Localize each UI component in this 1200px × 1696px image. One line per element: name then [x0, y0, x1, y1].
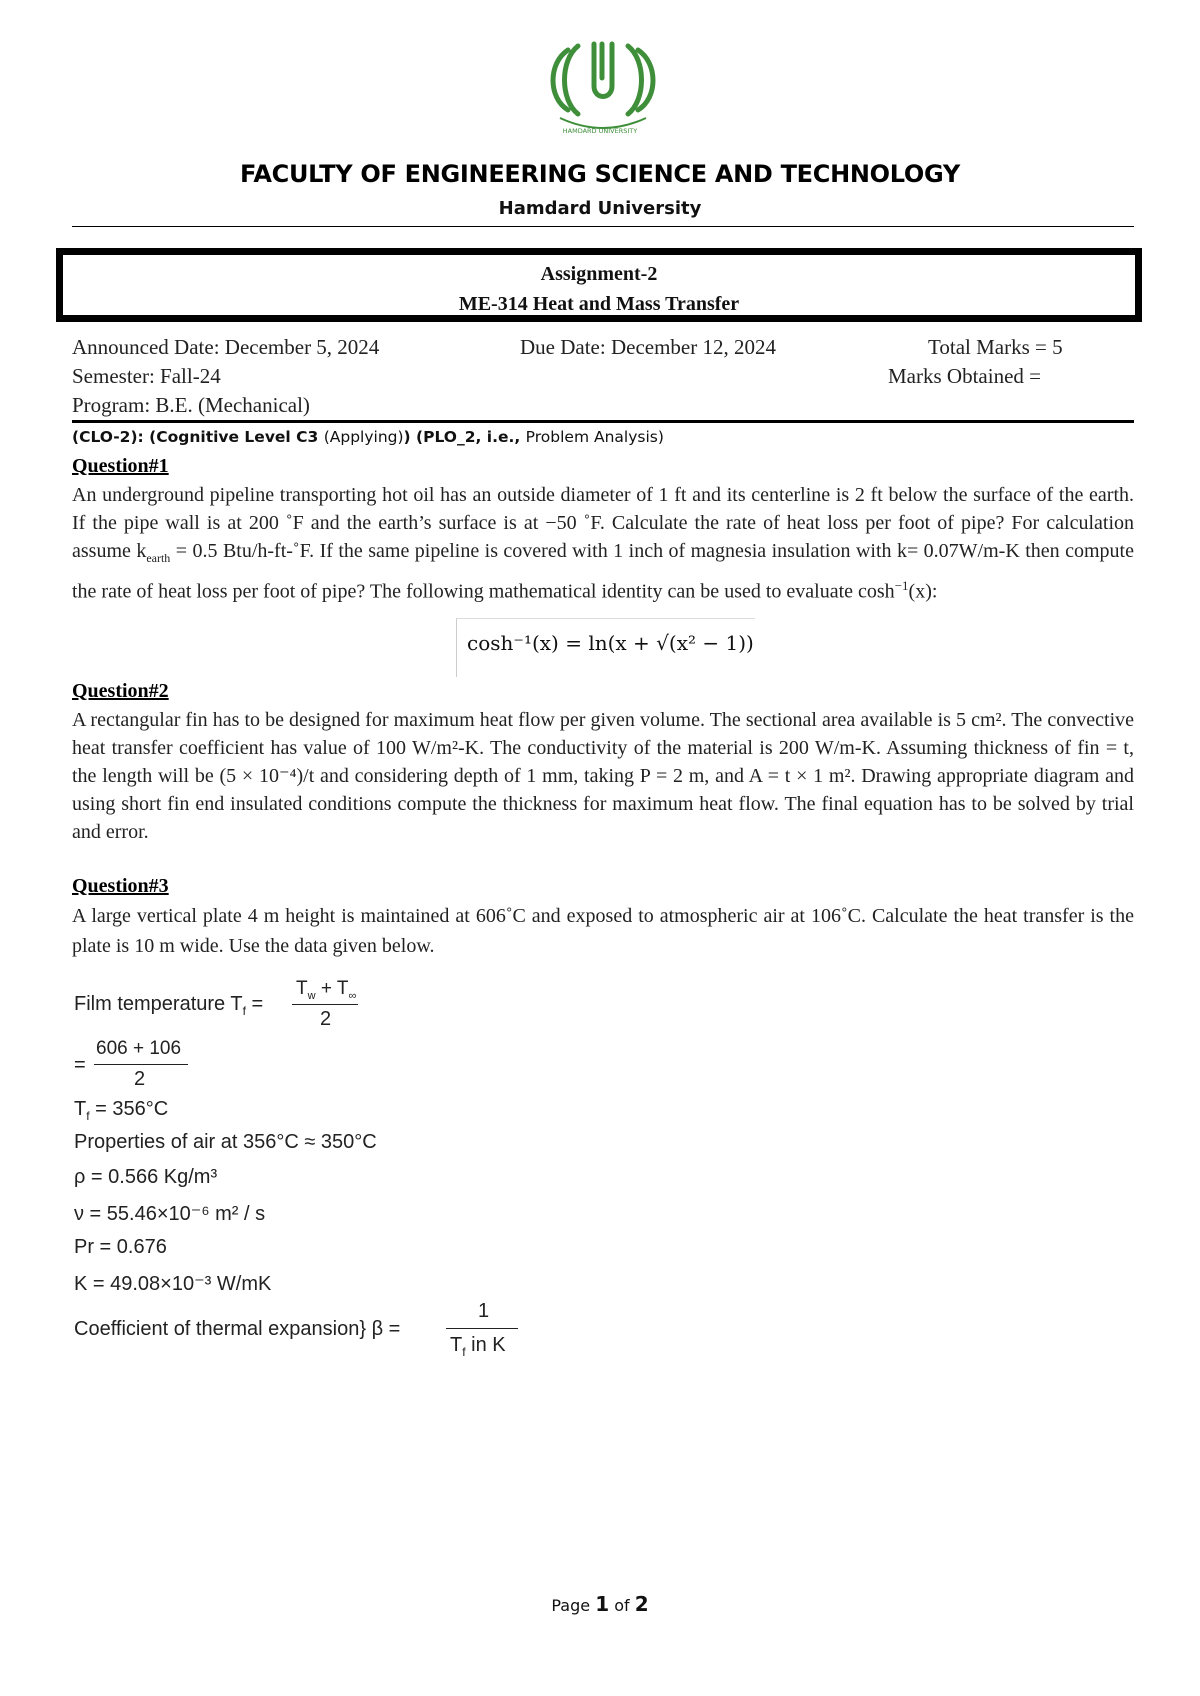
q1-text-b: = 0.5 Btu/h-ft-˚F. If the same pipeline is covered with 1 inch of magnesia insulation with k= 0.07W/m-K then compute the rate of heat loss per foot of pipe? The following mathematical identity can be used to evaluate cosh: [72, 540, 1134, 603]
question-1-text: [72, 481, 1134, 606]
question-2-heading: Question#2: [72, 680, 169, 702]
footer-page-number: 1: [595, 1592, 610, 1616]
program: Program: B.E. (Mechanical): [72, 393, 310, 417]
meta-divider: [72, 420, 1134, 423]
air-properties-label: Properties of air at 356°C ≈ 350°C: [74, 1131, 377, 1153]
page-footer: [0, 1592, 1200, 1616]
equals-sign: =: [74, 1054, 86, 1076]
cosh-identity-formula: cosh⁻¹(x) = ln(x + √(x² − 1)): [467, 631, 754, 655]
logo-text: HAMDARD UNIVERSITY: [562, 127, 638, 135]
university-name: Hamdard University: [498, 198, 702, 219]
total-marks: Total Marks = 5: [928, 335, 1063, 359]
footer-of: of: [614, 1596, 630, 1615]
q1-sup: −1: [894, 578, 909, 593]
beta-fraction-bar: [446, 1328, 518, 1329]
clo-part-2: (Applying): [323, 428, 404, 446]
sum-fraction-bar: [94, 1064, 188, 1065]
clo-part-1: (CLO-2): (Cognitive Level C3: [72, 428, 324, 446]
assignment-title: Assignment-2: [540, 263, 658, 285]
density: ρ = 0.566 Kg/m³: [74, 1166, 218, 1188]
semester: Semester: Fall-24: [72, 364, 221, 388]
film-temp-denominator: 2: [320, 1008, 332, 1030]
beta-numerator: 1: [478, 1300, 490, 1322]
course-title: ME-314 Heat and Mass Transfer: [458, 293, 740, 315]
sum-numerator: 606 + 106: [96, 1038, 182, 1059]
question-3-text: A large vertical plate 4 m height is maintained at 606˚C and exposed to atmospheric air at 106˚C. Calculate the heat transfer is the plate is 10 m wide. Use the data given below.: [72, 905, 1134, 957]
q1-text-a: An underground pipeline transporting hot oil has an outside diameter of 1 ft and its centerline is 2 ft below the surface of the earth. If the pipe wall is at 200 ˚F and the earth’s surface is at −50 ˚F. Calculate the rate of heat loss per foot of pipe? For calculation assume k: [72, 484, 1134, 562]
kinematic-viscosity: ν = 55.46×10⁻⁶ m² / s: [74, 1203, 266, 1225]
assignment-title-box: [56, 248, 1142, 322]
header-divider: [72, 226, 1134, 227]
question-3-heading: Question#3: [72, 875, 169, 897]
beta-label: Coefficient of thermal expansion} β =: [74, 1318, 401, 1340]
footer-page-label: Page: [551, 1596, 591, 1615]
cosh-identity-box: [456, 618, 755, 677]
question-2-text: A rectangular fin has to be designed for maximum heat flow per given volume. The sectional area available is 5 cm². The convective heat transfer coefficient has value of 100 W/m²-K. The conductivity of the material is 200 W/m-K. Assuming thickness of fin = t, the length will be (5 × 10⁻⁴)/t and considering depth of 1 mm, taking P = 2 m, and A = t × 1 m². Drawing appropriate diagram and using short fin end insulated conditions compute the thickness for maximum heat flow. The final equation has to be solved by trial and error.: [72, 709, 1134, 843]
q1-sub-earth: earth: [146, 551, 171, 565]
marks-obtained: Marks Obtained =: [888, 364, 1041, 388]
faculty-title: FACULTY OF ENGINEERING SCIENCE AND TECHNOLOGY: [240, 160, 960, 188]
film-temp-fraction-bar: [292, 1004, 358, 1005]
clo-part-3: ) (PLO_2, i.e.,: [403, 428, 526, 446]
q1-text-c: (x):: [908, 580, 938, 603]
beta-denominator: $T_f$ in K: [450, 1334, 506, 1359]
prandtl-number: Pr = 0.676: [74, 1236, 167, 1258]
question-1-heading: Question#1: [72, 455, 169, 477]
sum-denominator: 2: [134, 1068, 146, 1090]
clo-line: [72, 428, 664, 446]
clo-part-4: Problem Analysis): [525, 428, 664, 446]
due-date: Due Date: December 12, 2024: [520, 335, 776, 359]
film-temperature-label: Film temperature $T_f$ =: [74, 993, 264, 1018]
film-temp-numerator: $T_w + T_\infty$: [296, 978, 357, 1002]
announced-date: Announced Date: December 5, 2024: [72, 335, 380, 359]
tf-result: $T_f = 356^\circ C$: [74, 1098, 169, 1123]
thermal-conductivity: K = 49.08×10⁻³ W/mK: [74, 1273, 272, 1295]
footer-total-pages: 2: [634, 1592, 649, 1616]
hamdard-university-logo: [538, 38, 668, 138]
